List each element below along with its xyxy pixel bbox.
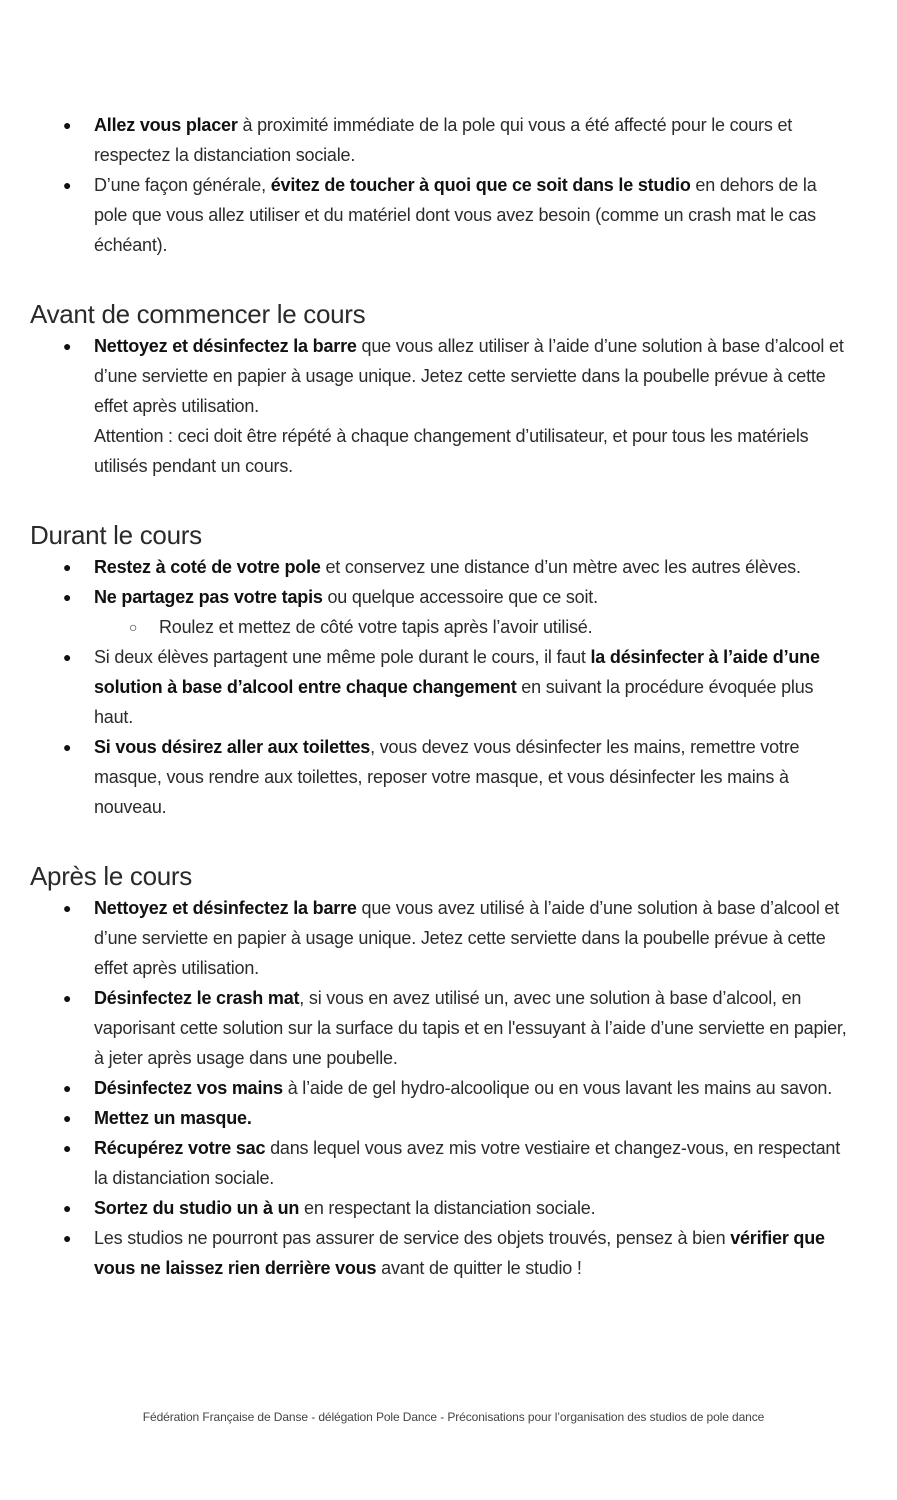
item-text: , si vous en avez utilisé un, avec une solution à base d’alcool, en vaporisant cette solution sur la surface du tapis et en l'essuyant à l’aide d’une serviette en papier, à jeter après usage dans une poubelle. xyxy=(94,988,847,1068)
list-item xyxy=(94,1073,847,1103)
intro-list xyxy=(0,110,897,260)
item-text-pre: Si deux élèves partagent une même pole durant le cours, il faut xyxy=(94,647,591,667)
page-content xyxy=(0,110,897,1283)
item-text: en suivant la procédure évoquée plus haut. xyxy=(94,677,814,727)
item-text: et conservez une distance d’un mètre avec les autres élèves. xyxy=(320,557,801,577)
list-item xyxy=(94,1103,847,1133)
item-text: à l’aide de gel hydro-alcoolique ou en vous lavant les mains au savon. xyxy=(282,1078,833,1098)
bold-text: vérifier que vous ne laissez rien derrière vous xyxy=(94,1228,825,1278)
page-footer: Fédération Française de Danse - délégation Pole Dance - Préconisations pour l’organisation des studios de pole dance xyxy=(142,1410,765,1424)
apres-list xyxy=(0,893,897,1283)
list-item xyxy=(94,582,847,642)
list-item xyxy=(94,732,847,822)
item-text: que vous allez utiliser à l’aide d’une solution à base d’alcool et d’une serviette en papier à usage unique. Jetez cette serviette dans la poubelle prévue à cette effet après utilisation. xyxy=(94,336,844,416)
bold-text: Désinfectez vos mains xyxy=(94,1078,283,1098)
bold-text: Récupérez votre sac xyxy=(94,1138,266,1158)
list-item xyxy=(94,552,847,582)
durant-list xyxy=(0,552,897,822)
item-text: avant de quitter le studio ! xyxy=(376,1258,582,1278)
avant-list xyxy=(0,331,897,481)
item-text: en dehors de la pole que vous allez utiliser et du matériel dont vous avez besoin (comme un crash mat le cas échéant). xyxy=(94,175,817,255)
list-item xyxy=(94,1223,847,1283)
list-item xyxy=(94,1193,847,1223)
bold-text: Sortez du studio un à un xyxy=(94,1198,300,1218)
list-item xyxy=(94,170,847,260)
list-item xyxy=(94,110,847,170)
bold-text: Nettoyez et désinfectez la barre xyxy=(94,336,357,356)
bold-text: Ne partagez pas votre tapis xyxy=(94,587,323,607)
item-text-pre: D’une façon générale, xyxy=(94,175,271,195)
bold-text: Nettoyez et désinfectez la barre xyxy=(94,898,357,918)
bold-text: Mettez un masque. xyxy=(94,1108,252,1128)
section-heading-durant: Durant le cours xyxy=(30,520,202,550)
section-heading-apres: Après le cours xyxy=(30,861,192,891)
list-item xyxy=(94,331,847,481)
item-text: ou quelque accessoire que ce soit. xyxy=(322,587,598,607)
bold-text: Restez à coté de votre pole xyxy=(94,557,321,577)
sub-list-item: ○ Roulez et mettez de côté votre tapis après l’avoir utilisé. xyxy=(159,612,847,642)
section-heading-avant: Avant de commencer le cours xyxy=(30,299,366,329)
bold-text: la désinfecter à l’aide d’une solution à base d’alcool entre chaque changement xyxy=(94,647,820,697)
bold-text: Allez vous placer xyxy=(94,115,238,135)
sub-list xyxy=(94,612,847,642)
bold-text: évitez de toucher à quoi que ce soit dans le studio xyxy=(270,175,691,195)
bold-text: Désinfectez le crash mat xyxy=(94,988,300,1008)
attention-note: Attention : ceci doit être répété à chaque changement d’utilisateur, et pour tous les matériels utilisés pendant un cours. xyxy=(94,426,809,476)
item-text: à proximité immédiate de la pole qui vous a été affecté pour le cours et respectez la distanciation sociale. xyxy=(94,115,793,165)
item-text: en respectant la distanciation sociale. xyxy=(299,1198,596,1218)
list-item xyxy=(94,1133,847,1193)
item-text: dans lequel vous avez mis votre vestiaire et changez-vous, en respectant la distanciation sociale. xyxy=(94,1138,841,1188)
item-text-pre: Les studios ne pourront pas assurer de service des objets trouvés, pensez à bien xyxy=(94,1228,731,1248)
bold-text: Si vous désirez aller aux toilettes xyxy=(94,737,371,757)
list-item xyxy=(94,893,847,983)
list-item xyxy=(94,983,847,1073)
item-text: que vous avez utilisé à l’aide d’une solution à base d’alcool et d’une serviette en papier à usage unique. Jetez cette serviette dans la poubelle prévue à cette effet après utilisation. xyxy=(94,898,840,978)
item-text: , vous devez vous désinfecter les mains, remettre votre masque, vous rendre aux toilettes, reposer votre masque, et vous désinfecter les mains à nouveau. xyxy=(94,737,800,817)
list-item xyxy=(94,642,847,732)
